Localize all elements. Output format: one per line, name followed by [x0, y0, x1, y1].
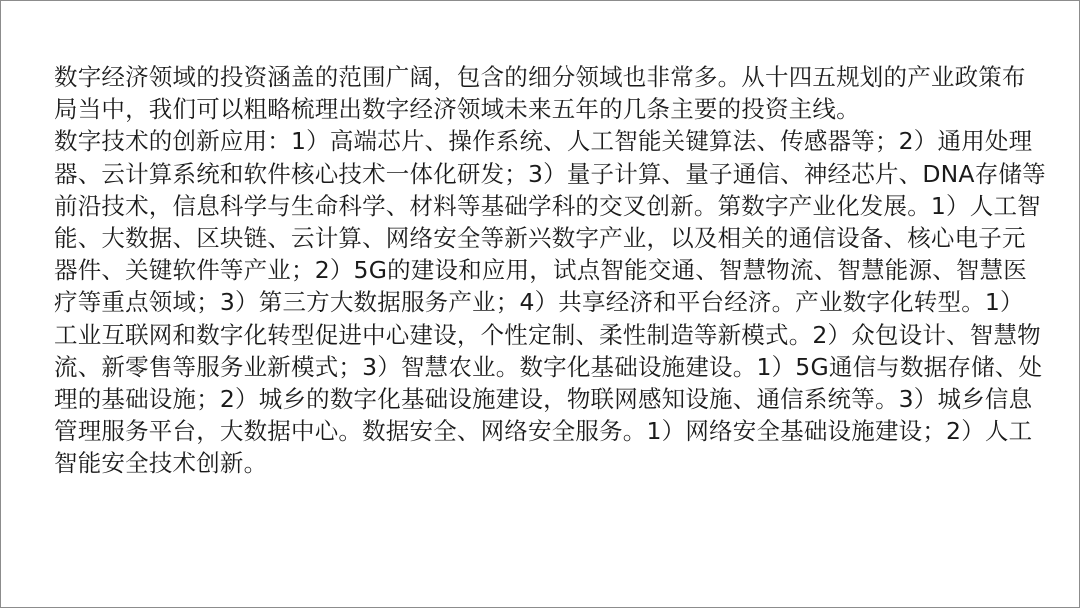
intro-paragraph: 数字经济领域的投资涵盖的范围广阔，包含的细分领域也非常多。从十四五规划的产业政策布局当中，我们可以粗略梳理出数字经济领域未来五年的几条主要的投资主线。 — [54, 63, 1026, 124]
investment-lines-paragraph: 数字技术的创新应用：1）高端芯片、操作系统、人工智能关键算法、传感器等；2）通用处理器、云计算系统和软件核心技术一体化研发；3）量子计算、量子通信、神经芯片、DNA存储等前沿技术，信息科学与生命科学、材料等基础学科的交叉创新。第数字产业化发展。1）人工智能、大数据、区块链、云计算、网络安全等新兴数字产业，以及相关的通信设备、核心电子元器件、关键软件等产业；2）5G的建设和应用，试点智能交通、智慧物流、智慧能源、智慧医疗等重点领域；3）第三方大数据服务产业；4）共享经济和平台经济。产业数字化转型。1）工业互联网和数字化转型促进中心建设，个性定制、柔性制造等新模式。2）众包设计、智慧物流、新零售等服务业新模式；3）智慧农业。数字化基础设施建设。1）5G通信与数据存储、处理的基础设施；2）城乡的数字化基础设施建设，物联网感知设施、通信系统等。3）城乡信息管理服务平台，大数据中心。数据安全、网络安全服务。1）网络安全基础设施建设；2）人工智能安全技术创新。 — [54, 127, 1046, 478]
body-text — [54, 61, 1046, 480]
